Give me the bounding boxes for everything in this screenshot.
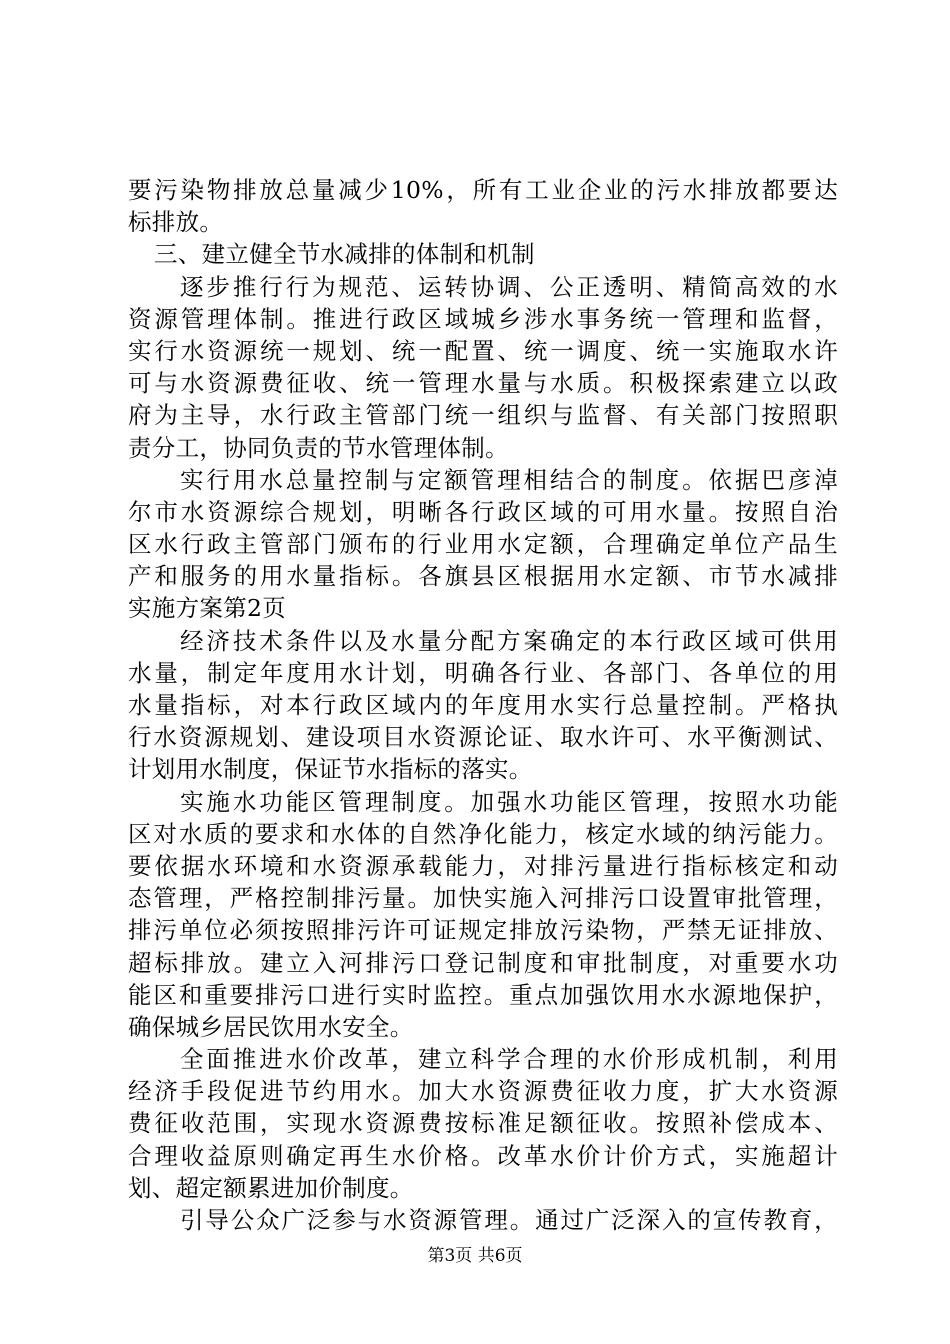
text-line: 态管理，严格控制排污量。加快实施入河排污口设置审批管理， — [128, 884, 838, 913]
text-line: 合理收益原则确定再生水价格。改革水价计价方式，实施超计 — [128, 1141, 838, 1170]
page-number-label: 第3页 共6页 — [427, 1246, 523, 1266]
text-line: 实施水功能区管理制度。加强水功能区管理，按照水功能 — [180, 787, 838, 816]
text-line: 标排放。 — [128, 208, 224, 237]
text-line: 要依据水环境和水资源承载能力，对排污量进行指标核定和动 — [128, 851, 838, 880]
para-public-participation — [128, 1204, 838, 1236]
text-line: 府为主导，水行政主管部门统一组织与监督、有关部门按照职 — [128, 401, 838, 430]
text-line: 要污染物排放总量减少10%，所有工业企业的污水排放都要达 — [128, 176, 838, 204]
text-line: 经济手段促进节约用水。加大水资源费征收力度，扩大水资源 — [128, 1077, 838, 1106]
para-total-quota-control — [128, 464, 838, 625]
text-line: 可与水资源费征收、统一管理水量与水质。积极探索建立以政 — [128, 369, 838, 398]
text-line: 确保城乡居民饮用水安全。 — [128, 1012, 414, 1041]
text-line: 引导公众广泛参与水资源管理。通过广泛深入的宣传教育， — [180, 1206, 838, 1234]
text-line: 行水资源规划、建设项目水资源论证、取水许可、水平衡测试、 — [128, 723, 838, 752]
document-body — [128, 174, 838, 1236]
text-line: 实行用水总量控制与定额管理相结合的制度。依据巴彦淖 — [180, 465, 838, 494]
section-heading — [128, 238, 838, 270]
text-line: 水量指标，对本行政区域内的年度用水实行总量控制。严格执 — [128, 691, 838, 719]
page-footer — [0, 1246, 950, 1266]
heading-line: 三、建立健全节水减排的体制和机制 — [154, 240, 535, 269]
text-line: 产和服务的用水量指标。各旗县区根据用水定额、市节水减排 — [128, 562, 838, 591]
text-line: 区水行政主管部门颁布的行业用水定额，合理确定单位产品生 — [128, 530, 838, 559]
para-water-price-reform — [128, 1043, 838, 1204]
text-line: 区对水质的要求和水体的自然净化能力，核定水域的纳污能力。 — [128, 819, 838, 848]
para-economic-conditions — [128, 625, 838, 786]
text-line: 实施方案第2页 — [128, 594, 287, 623]
text-line: 逐步推行行为规范、运转协调、公正透明、精简高效的水 — [180, 272, 838, 301]
text-line: 尔市水资源综合规划，明晰各行政区域的可用水量。按照自治 — [128, 497, 838, 526]
para-water-function-zone — [128, 786, 838, 1044]
para-pollutant-reduction-tail — [128, 174, 838, 238]
text-line: 实行水资源统一规划、统一配置、统一调度、统一实施取水许 — [128, 336, 838, 365]
text-line: 计划用水制度，保证节水指标的落实。 — [128, 755, 533, 784]
text-line: 超标排放。建立入河排污口登记制度和审批制度，对重要水功 — [128, 948, 838, 977]
text-line: 能区和重要排污口进行实时监控。重点加强饮用水水源地保护， — [128, 980, 838, 1009]
text-line: 全面推进水价改革，建立科学合理的水价形成机制，利用 — [180, 1045, 838, 1074]
text-line: 经济技术条件以及水量分配方案确定的本行政区域可供用 — [180, 626, 838, 655]
para-management-system — [128, 271, 838, 464]
text-line: 责分工，协同负责的节水管理体制。 — [128, 433, 509, 462]
text-line: 排污单位必须按照排污许可证规定排放污染物，严禁无证排放、 — [128, 916, 838, 945]
text-line: 水量，制定年度用水计划，明确各行业、各部门、各单位的用 — [128, 658, 838, 687]
text-line: 费征收范围，实现水资源费按标准足额征收。按照补偿成本、 — [128, 1109, 838, 1138]
text-line: 资源管理体制。推进行政区域城乡涉水事务统一管理和监督， — [128, 304, 838, 333]
text-line: 划、超定额累进加价制度。 — [128, 1173, 414, 1202]
